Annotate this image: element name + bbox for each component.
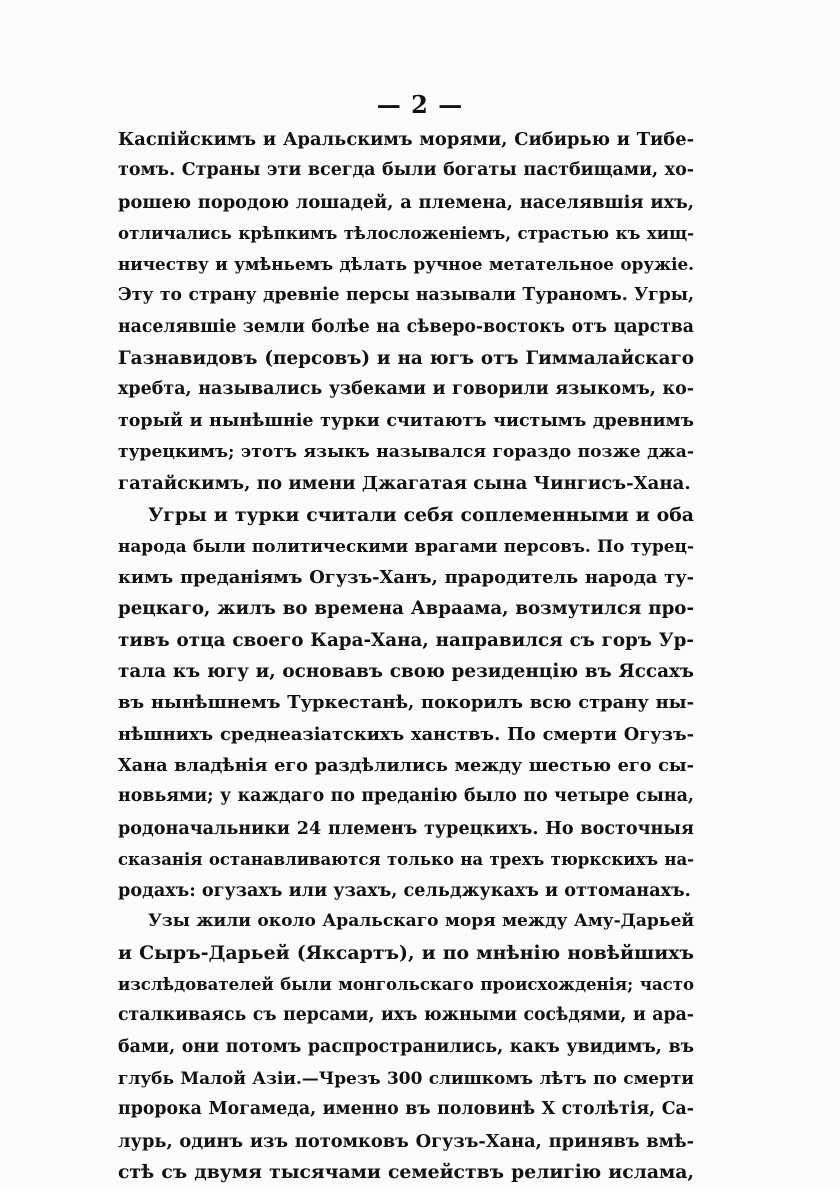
text-line: родоначальники 24 племенъ турецкихъ. Но восточныя <box>118 817 694 839</box>
body-text <box>118 124 694 1188</box>
text-line: пророка Могамеда, именно въ половинѣ X столѣтiя, Са- <box>118 1099 694 1120</box>
text-line: лурь, одинъ изъ потомковъ Огузъ-Хана, принявъ вмѣ- <box>118 1130 694 1152</box>
text-line: Угры и турки считали себя соплеменными и оба <box>148 503 694 526</box>
text-line: новьями; у каждаго по преданiю было по четыре сына, <box>118 786 694 807</box>
text-line: стѣ съ двумя тысячами семействъ религiю ислама, <box>118 1160 694 1183</box>
text-line: сказанiя останавливаются только на трехъ тюркскихъ на- <box>118 848 694 869</box>
text-line: Узы жили около Аральскаго моря между Аму-Дарьей <box>148 911 694 932</box>
text-line: гатайскимъ, по имени Джагатая сына Чингисъ-Хана. <box>118 473 691 495</box>
text-line: тала къ югу и, основавъ свою резиденцiю въ Яссахъ <box>118 661 694 683</box>
text-line: и Сыръ-Дарьей (Яксартъ), и по мнѣнiю новѣйшихъ <box>118 941 694 964</box>
text-line: томъ. Страны эти всегда были богаты пастбищами, хо- <box>118 160 694 181</box>
text-line: отличались крѣпкимъ тѣлосложенiемъ, страстью къ хищ- <box>118 222 694 243</box>
text-line: тивъ отца своего Кара-Хана, направился съ горъ Ур- <box>118 629 694 651</box>
text-line: ничеству и умѣньемъ дѣлать ручное метательное оружiе. <box>118 254 694 275</box>
text-line: турецкимъ; этотъ языкъ назывался гораздо позже джа- <box>118 441 694 462</box>
text-line: Эту то страну древнiе персы называли Тураномъ. Угры, <box>118 285 694 306</box>
text-line: сталкиваясь съ персами, ихъ южными сосѣдями, и ара- <box>118 1005 694 1026</box>
text-line: бами, они потомъ распространились, какъ увидимъ, въ <box>118 1036 694 1057</box>
text-line: населявшiе земли болѣе на сѣверо-востокъ отъ царства <box>118 316 694 337</box>
text-line: рецкаго, жилъ во времена Авраама, возмутился про- <box>118 598 694 620</box>
text-line: нѣшнихъ среднеазiатскихъ ханствъ. По смерти Огузъ- <box>118 723 694 745</box>
text-line: глубь Малой Азiи.—Чрезъ 300 слишкомъ лѣтъ по смерти <box>118 1067 694 1088</box>
text-line: кимъ преданiямъ Огузъ-Ханъ, прародитель народа ту- <box>118 567 694 589</box>
text-line: рошею породою лошадей, а племена, населявшiя ихъ, <box>118 191 694 213</box>
text-line: Газнавидовъ (персовъ) и на югъ отъ Гиммалайскаго <box>118 348 694 370</box>
page-number: — 2 — <box>376 90 464 119</box>
text-line: Каспiйскимъ и Аральскимъ морями, Сибирью и Тибе- <box>118 129 694 150</box>
text-line: хребта, назывались узбеками и говорили языкомъ, ко- <box>118 379 694 400</box>
text-line: изслѣдователей были монгольскаго происхожденiя; часто <box>118 974 694 995</box>
text-line: родахъ: огузахъ или узахъ, сельджукахъ и оттоманахъ. <box>118 880 691 902</box>
text-line: торый и нынѣшнiе турки считаютъ чистымъ древнимъ <box>118 410 694 431</box>
text-line: въ нынѣшнемъ Туркестанѣ, покорилъ всю страну ны- <box>118 692 694 714</box>
text-line: народа были политическими врагами персовъ. По турец- <box>118 535 694 556</box>
text-line: Хана владѣнiя его раздѣлились между шестью его сы- <box>118 754 694 776</box>
